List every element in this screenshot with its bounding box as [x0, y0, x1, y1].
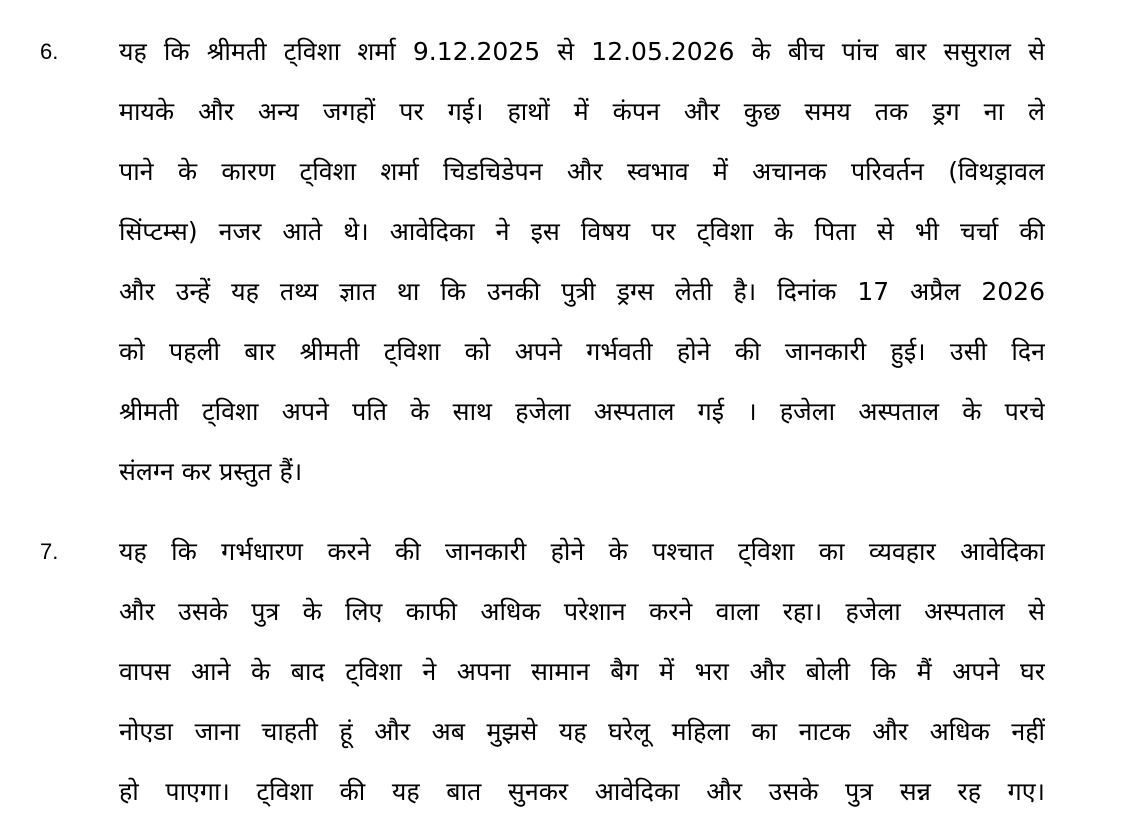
text-line: को पहली बार श्रीमती ट्विशा को अपने गर्भवती होने की जानकारी हुई। उसी दिन — [119, 337, 1045, 366]
text-line: नोएडा जाना चाहती हूं और अब मुझसे यह घरेलू महिला का नाटक और अधिक नहीं — [119, 717, 1045, 746]
text-line: वापस आने के बाद ट्विशा ने अपना सामान बैग में भरा और बोली कि मैं अपने घर — [119, 657, 1045, 686]
paragraph-number: 6. — [40, 39, 59, 64]
text-line: और उसके पुत्र के लिए काफी अधिक परेशान करने वाला रहा। हजेला अस्पताल से — [119, 597, 1045, 626]
text-line: संलग्न कर प्रस्तुत हैं। — [119, 457, 303, 486]
paragraph-text — [119, 522, 1045, 822]
text-line: श्रीमती ट्विशा अपने पति के साथ हजेला अस्पताल गई । हजेला अस्पताल के परचे — [119, 397, 1045, 426]
text-line: और उन्हें यह तथ्य ज्ञात था कि उनकी पुत्री ड्रग्स लेती है। दिनांक 17 अप्रैल 2026 — [119, 277, 1045, 306]
paragraph-text — [119, 22, 1045, 502]
text-line: यह कि श्रीमती ट्विशा शर्मा 9.12.2025 से 12.05.2026 के बीच पांच बार ससुराल से — [119, 37, 1045, 66]
text-line: सिंप्टम्स) नजर आते थे। आवेदिका ने इस विषय पर ट्विशा के पिता से भी चर्चा की — [119, 217, 1045, 246]
text-line: मायके और अन्य जगहों पर गई। हाथों में कंपन और कुछ समय तक ड्रग ना ले — [119, 97, 1045, 126]
text-line: हो पाएगा। ट्विशा की यह बात सुनकर आवेदिका और उसके पुत्र सन्न रह गए। — [119, 777, 1045, 806]
text-line: यह कि गर्भधारण करने की जानकारी होने के पश्चात ट्विशा का व्यवहार आवेदिका — [119, 537, 1045, 566]
paragraph-number: 7. — [40, 539, 59, 564]
text-line: पाने के कारण ट्विशा शर्मा चिडचिडेपन और स्वभाव में अचानक परिवर्तन (विथड्रावल — [119, 157, 1045, 186]
